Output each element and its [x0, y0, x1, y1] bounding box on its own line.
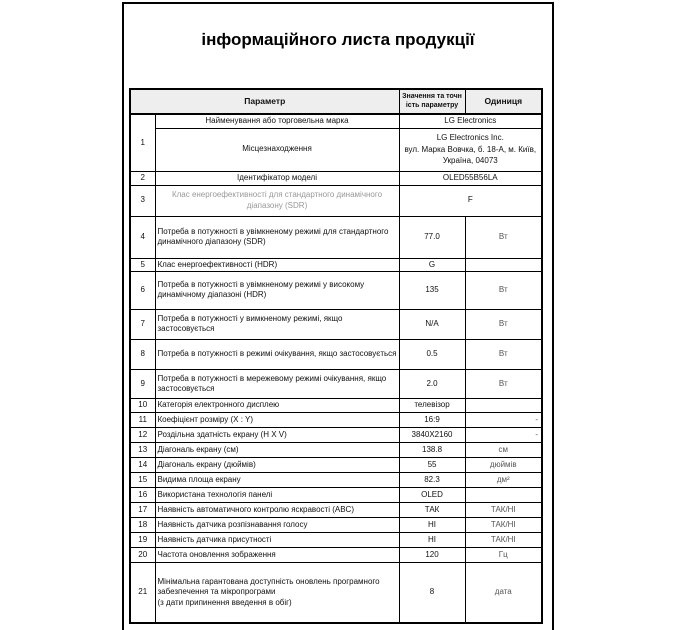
- header-parameter: Параметр: [130, 89, 399, 114]
- document-page: [122, 2, 554, 630]
- param-cell: Потреба в потужності в мережевому режимі очікування, якщо застосовується: [155, 369, 399, 398]
- unit-cell: Вт: [465, 339, 542, 369]
- row-number-cell: 3: [130, 185, 155, 216]
- row-number-cell: 12: [130, 427, 155, 442]
- table-row: [130, 472, 542, 487]
- param-cell: Потреба в потужності у вимкненому режимі, якщо застосовується: [155, 309, 399, 339]
- row-number-cell: 15: [130, 472, 155, 487]
- value-cell: НІ: [399, 517, 465, 532]
- value-cell: F: [399, 185, 542, 216]
- unit-cell: Гц: [465, 547, 542, 562]
- row-number-cell: 7: [130, 309, 155, 339]
- table-row: [130, 171, 542, 185]
- param-cell: Наявність датчика розпізнавання голосу: [155, 517, 399, 532]
- unit-cell: дата: [465, 562, 542, 623]
- address-line: вул. Марка Вовчка, б. 18-А, м. Київ,: [404, 144, 537, 154]
- row-number-cell: 8: [130, 339, 155, 369]
- unit-cell: дюймів: [465, 457, 542, 472]
- param-cell: Діагональ екрану (см): [155, 442, 399, 457]
- table-row: [130, 128, 542, 171]
- value-cell: [399, 128, 542, 171]
- table-row: [130, 427, 542, 442]
- row-number-cell: 13: [130, 442, 155, 457]
- value-cell: N/A: [399, 309, 465, 339]
- header-unit: Одиниця: [465, 89, 542, 114]
- table-row: [130, 517, 542, 532]
- param-cell: Частота оновлення зображення: [155, 547, 399, 562]
- param-cell: Видима площа екрану: [155, 472, 399, 487]
- table-row: [130, 309, 542, 339]
- value-cell: OLED55B56LA: [399, 171, 542, 185]
- table-row: [130, 487, 542, 502]
- unit-cell: -: [465, 412, 542, 427]
- header-value: [399, 89, 465, 114]
- value-cell: 138.8: [399, 442, 465, 457]
- value-cell: 120: [399, 547, 465, 562]
- unit-cell: [465, 487, 542, 502]
- value-cell: OLED: [399, 487, 465, 502]
- table-row: [130, 369, 542, 398]
- param-cell: Коефіцієнт розміру (X : Y): [155, 412, 399, 427]
- unit-cell: дм²: [465, 472, 542, 487]
- value-cell: LG Electronics: [399, 114, 542, 128]
- row-number-cell: 4: [130, 216, 155, 258]
- row-number-cell: 2: [130, 171, 155, 185]
- value-cell: телевізор: [399, 398, 465, 412]
- param-cell: Діагональ екрану (дюймів): [155, 457, 399, 472]
- table-row: [130, 442, 542, 457]
- value-cell: 55: [399, 457, 465, 472]
- param-note: (з дати припинення введення в обіг): [157, 597, 292, 607]
- row-number-cell: 10: [130, 398, 155, 412]
- row-number-cell: 19: [130, 532, 155, 547]
- value-cell: 0.5: [399, 339, 465, 369]
- row-number-cell: 18: [130, 517, 155, 532]
- param-cell: Місцезнаходження: [155, 128, 399, 171]
- param-cell: Найменування або торговельна марка: [155, 114, 399, 128]
- table-row: [130, 502, 542, 517]
- value-cell: G: [399, 258, 465, 271]
- table-row: [130, 562, 542, 623]
- value-cell: 2.0: [399, 369, 465, 398]
- value-cell: 135: [399, 271, 465, 309]
- value-cell: 8: [399, 562, 465, 623]
- param-cell: Категорія електронного дисплею: [155, 398, 399, 412]
- param-cell: Потреба в потужності в режимі очікування, якщо застосовується: [155, 339, 399, 369]
- unit-cell: [465, 398, 542, 412]
- param-cell: Наявність автоматичного контролю яскравості (ABC): [155, 502, 399, 517]
- unit-cell: см: [465, 442, 542, 457]
- address-line: LG Electronics Inc.: [436, 133, 504, 143]
- table-header-row: [130, 89, 542, 114]
- param-cell: Використана технологія панелі: [155, 487, 399, 502]
- param-text: Мінімальна гарантована доступність оновлень програмного забезпечення та мікропрограми: [157, 577, 380, 597]
- param-cell: Роздільна здатність екрану (H X V): [155, 427, 399, 442]
- param-cell: Клас енергоефективності для стандартного динамічного діапазону (SDR): [155, 185, 399, 216]
- header-value-line1: Значення та точн: [402, 92, 462, 100]
- unit-cell: -: [465, 427, 542, 442]
- row-number-cell: 11: [130, 412, 155, 427]
- table-row: [130, 258, 542, 271]
- row-number-cell: 20: [130, 547, 155, 562]
- table-row: [130, 457, 542, 472]
- value-cell: НІ: [399, 532, 465, 547]
- row-number-cell: 16: [130, 487, 155, 502]
- param-cell: Потреба в потужності в увімкненому режимі для стандартного динамічного діапазону (SDR): [155, 216, 399, 258]
- table-row: [130, 412, 542, 427]
- unit-cell: Вт: [465, 309, 542, 339]
- unit-cell: Вт: [465, 216, 542, 258]
- page-title: інформаційного листа продукції: [201, 30, 475, 49]
- row-number-cell: 5: [130, 258, 155, 271]
- param-cell: Потреба в потужності в увімкненому режимі у високому динамічному діапазоні (HDR): [155, 271, 399, 309]
- table-row: [130, 114, 542, 128]
- value-cell: 77.0: [399, 216, 465, 258]
- address-line: Україна, 04073: [442, 156, 498, 166]
- table-row: [130, 271, 542, 309]
- param-cell: Клас енергоефективності (HDR): [155, 258, 399, 271]
- value-cell: ТАК: [399, 502, 465, 517]
- param-cell: [155, 562, 399, 623]
- row-number-cell: 6: [130, 271, 155, 309]
- product-info-table: [129, 88, 543, 624]
- param-cell: Наявність датчика присутності: [155, 532, 399, 547]
- table-row: [130, 216, 542, 258]
- row-number-cell: 9: [130, 369, 155, 398]
- unit-cell: Вт: [465, 271, 542, 309]
- value-cell: 3840X2160: [399, 427, 465, 442]
- row-number-cell: 14: [130, 457, 155, 472]
- unit-cell: ТАК/НІ: [465, 532, 542, 547]
- unit-cell: [465, 258, 542, 271]
- table-row: [130, 532, 542, 547]
- table-row: [130, 547, 542, 562]
- value-cell: 16:9: [399, 412, 465, 427]
- table-row: [130, 339, 542, 369]
- value-cell: 82.3: [399, 472, 465, 487]
- table-row: [130, 185, 542, 216]
- param-cell: Ідентифікатор моделі: [155, 171, 399, 185]
- row-number-cell: 17: [130, 502, 155, 517]
- unit-cell: ТАК/НІ: [465, 502, 542, 517]
- row-number-cell: 21: [130, 562, 155, 623]
- header-value-line2: ість параметру: [405, 101, 459, 109]
- row-number-cell: 1: [130, 114, 155, 171]
- table-row: [130, 398, 542, 412]
- unit-cell: ТАК/НІ: [465, 517, 542, 532]
- unit-cell: Вт: [465, 369, 542, 398]
